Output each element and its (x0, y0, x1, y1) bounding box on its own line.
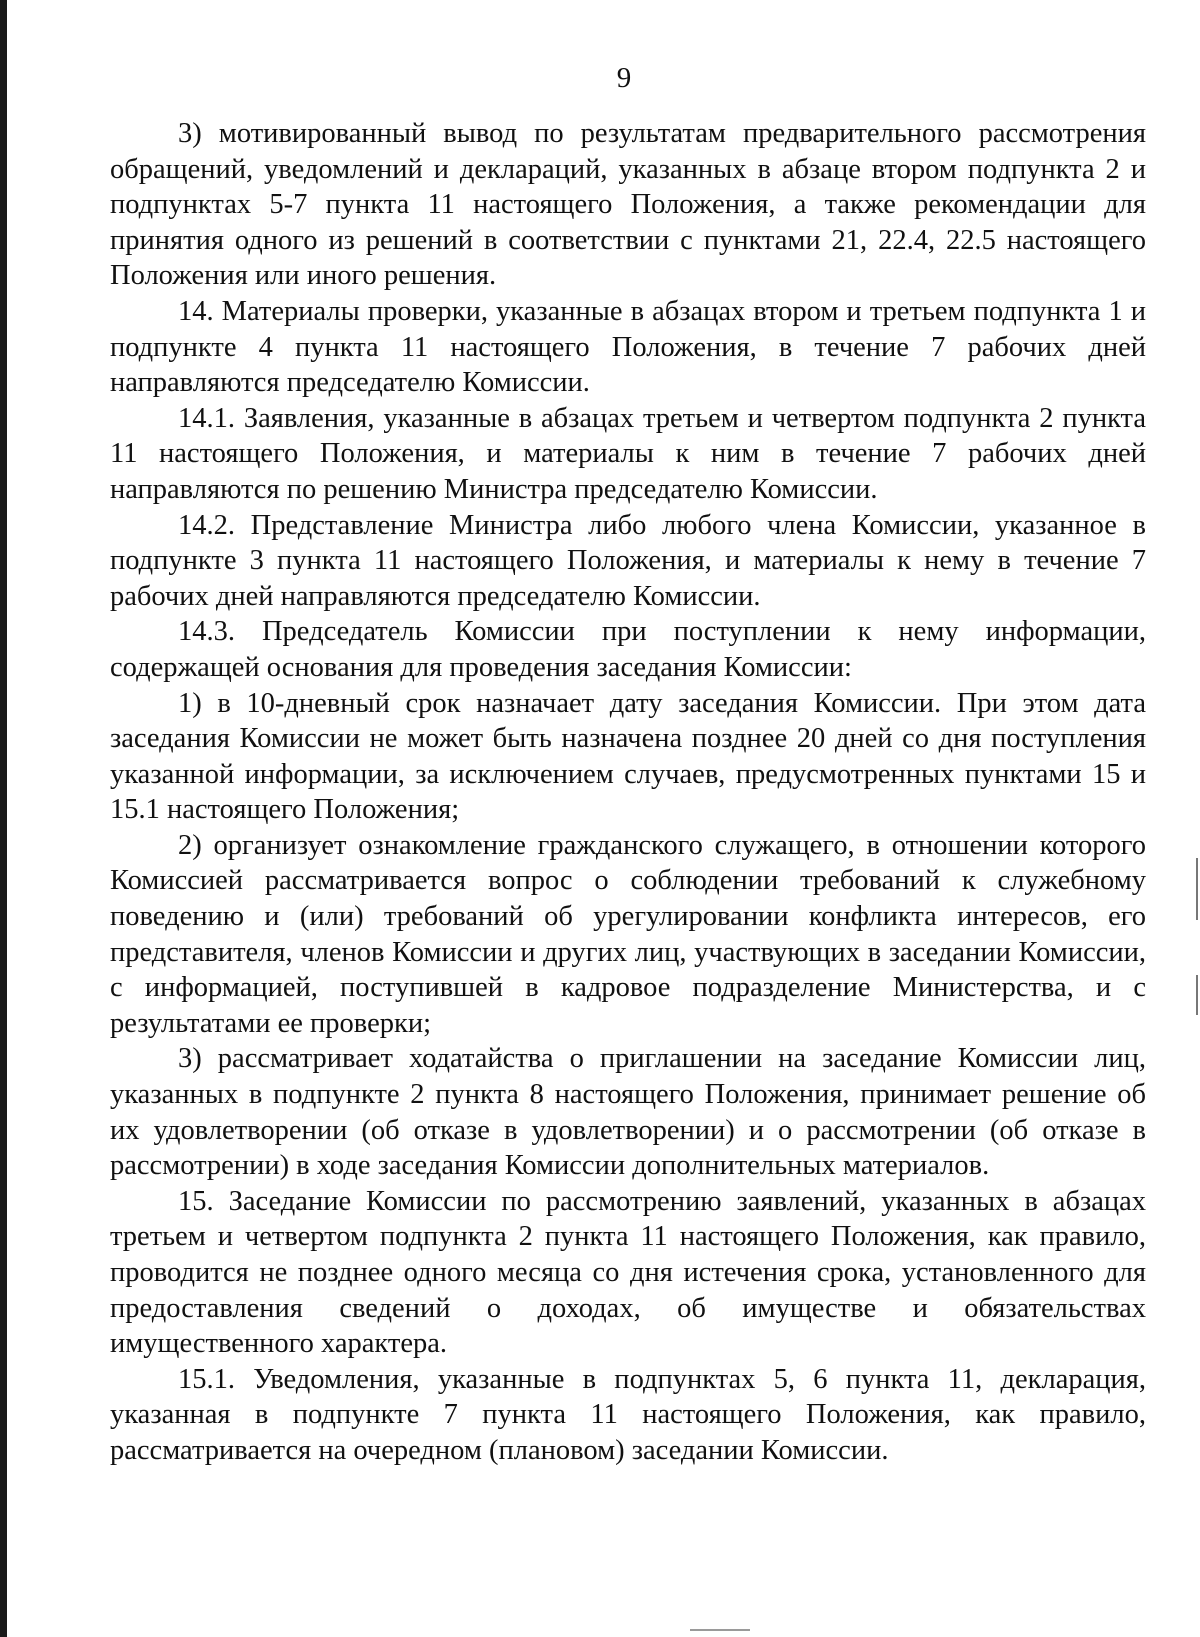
paragraph-14: 14. Материалы проверки, указанные в абзацах втором и третьем подпункта 1 и подпункте 4 пункта 11 настоящего Положения, в течение 7 рабочих дней направляются председателю Комиссии. (110, 295, 1146, 399)
document-body (110, 116, 1146, 1469)
scan-artifact (1196, 858, 1198, 920)
paragraph-14-3-item-1: 1) в 10-дневный срок назначает дату заседания Комиссии. При этом дата заседания Комиссии не может быть назначена позднее 20 дней со дня поступления указанной информации, за исключением случаев, предусмотренных пунктами 15 и 15.1 настоящего Положения; (110, 687, 1146, 826)
scan-artifact (1196, 975, 1198, 1015)
page-number: 9 (616, 62, 632, 94)
paragraph-13-3: 3) мотивированный вывод по результатам предварительного рассмотрения обращений, уведомлений и деклараций, указанных в абзаце втором подпункта 2 и подпунктах 5-7 пункта 11 настоящего Положения, а также рекомендации для принятия одного из решений в соответствии с пунктами 21, 22.4, 22.5 настоящего Положения или иного решения. (110, 118, 1146, 292)
paragraph-14-1: 14.1. Заявления, указанные в абзацах третьем и четвертом подпункта 2 пункта 11 настоящего Положения, и материалы к ним в течение 7 рабочих дней направляются по решению Министра председателю Комиссии. (110, 402, 1146, 505)
paragraph-14-3-item-2: 2) организует ознакомление гражданского служащего, в отношении которого Комиссией рассматривается вопрос о соблюдении требований к служебному поведению и (или) требований об урегулировании конфликта интересов, его представителя, членов Комиссии и других лиц, участвующих в заседании Комиссии, с информацией, поступившей в кадровое подразделение Министерства, и с результатами ее проверки; (110, 829, 1146, 1039)
paragraph-14-2: 14.2. Представление Министра либо любого члена Комиссии, указанное в подпункте 3 пункта 11 настоящего Положения, и материалы к нему в течение 7 рабочих дней направляются председателю Комиссии. (110, 509, 1146, 612)
scan-edge (0, 0, 7, 1637)
paragraph-15: 15. Заседание Комиссии по рассмотрению заявлений, указанных в абзацах третьем и четвертом подпункта 2 пункта 11 настоящего Положения, как правило, проводится не позднее одного месяца со дня истечения срока, установленного для предоставления сведений о доходах, об имуществе и обязательствах имущественного характера. (110, 1185, 1146, 1360)
paragraph-14-3: 14.3. Председатель Комиссии при поступлении к нему информации, содержащей основания для проведения заседания Комиссии: (110, 616, 1146, 683)
scan-artifact (690, 1629, 750, 1631)
paragraph-15-1: 15.1. Уведомления, указанные в подпунктах 5, 6 пункта 11, декларация, указанная в подпункте 7 пункта 11 настоящего Положения, как правило, рассматривается на очередном (плановом) заседании Комиссии. (110, 1363, 1146, 1466)
paragraph-14-3-item-3: 3) рассматривает ходатайства о приглашении на заседание Комиссии лиц, указанных в подпункте 2 пункта 8 настоящего Положения, принимает решение об их удовлетворении (об отказе в удовлетворении) и о рассмотрении (об отказе в рассмотрении) в ходе заседания Комиссии дополнительных материалов. (110, 1043, 1146, 1182)
